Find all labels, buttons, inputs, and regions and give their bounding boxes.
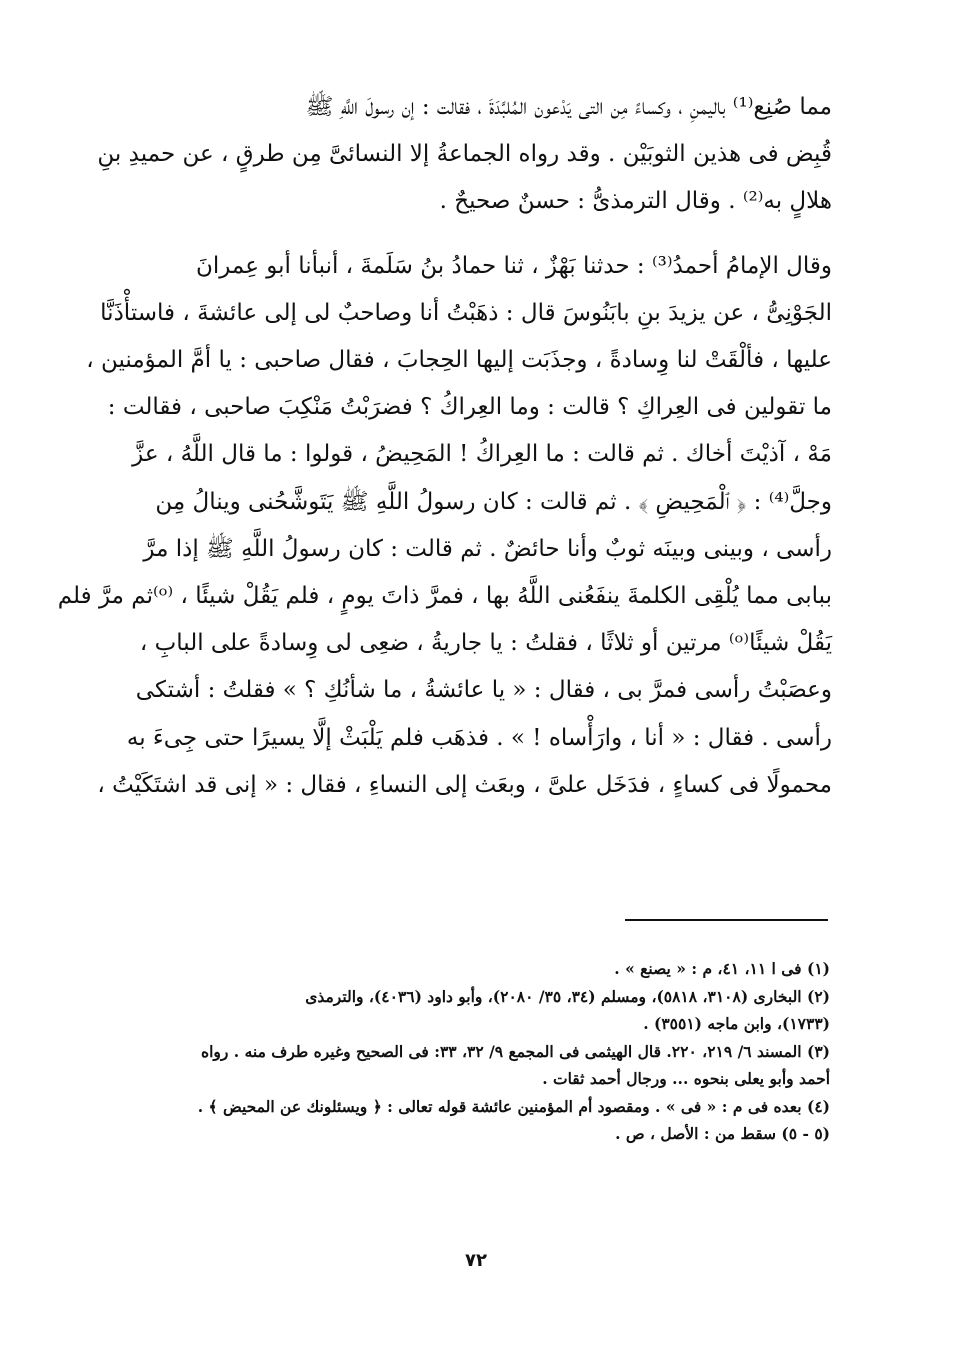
- footnote-2-continued: (١٧٣٣)، وابن ماجه (٣٥٥١) .: [643, 1014, 830, 1033]
- text-line: هلالٍ به⁽²⁾ . وقال الترمذىُّ : حسنٌ صحيحٌ .: [439, 188, 832, 215]
- text-line: ببابى مما يُلْقِى الكلمةَ ينفَعُنى اللَّهُ بها ، فمرَّ ذاتَ يومٍ ، فلم يَقُلْ شيئًا ، ⁽ᵒ⁾ثم مرَّ فلم: [57, 583, 832, 610]
- text-line: مَهْ ، آذيْتَ أخاك . ثم قالت : ما العِراكُ ! المَحِيضُ ، قولوا : ما قال اللَّهُ ، عزَّ: [132, 441, 832, 468]
- footnote-3-continued: أحمد وأبو يعلى بنحوه ... ورجال أحمد ثقات .: [542, 1069, 830, 1088]
- text-line: رأسى . فقال : « أنا ، وارَأْساه ! » . فذهَب فلم يَلْبَثْ إلَّا يسيرًا حتى جِىءَ به: [126, 724, 832, 751]
- text-line: وجلَّ⁽⁴⁾ : ﴿ ٱلْمَحِيضِ ﴾ . ثم قالت : كان رسولُ اللَّهِ ﷺ يَتَوشَّحُنى وينالُ مِن: [155, 488, 832, 515]
- text-line: وقال الإمامُ أحمدُ⁽³⁾ : حدثنا بَهْزٌ ، ثنا حمادُ بنُ سَلَمةَ ، أنبأنا أبو عِمرانَ: [195, 252, 832, 279]
- text-line: رأسى ، وبينى وبينَه ثوبٌ وأنا حائضٌ . ثم قالت : كان رسولُ اللَّهِ ﷺ إذا مرَّ: [143, 535, 832, 562]
- text-line: يَقُلْ شيئًا⁽ᵒ⁾ مرتين أو ثلاثًا ، فقلتُ : يا جاريةُ ، ضعِى لى وِسادةً على البابِ ،: [139, 630, 832, 657]
- text-line: قُبِض فى هذين الثوبَيْن . وقد رواه الجماعةُ إلا النسائىَّ مِن طرقٍ ، عن حميدِ بنِ: [97, 141, 832, 168]
- page-number: ٧٢: [465, 1250, 487, 1271]
- text-line: وعصَبْتُ رأسى فمرَّ بى ، فقال : « يا عائشةُ ، ما شأنُكِ ؟ » فقلتُ : أشتكى: [135, 677, 832, 704]
- text-line: محمولًا فى كساءٍ ، فدَخَل علىَّ ، وبعَث إلى النساءِ ، فقال : « إنى قد اشتَكَيْتُ ،: [97, 771, 832, 798]
- paragraph-1: [97, 84, 832, 226]
- text-line: الجَوْنِىُّ ، عن يزيدَ بنِ بابَنُوسَ قال : ذهَبْتُ أنا وصاحبٌ لى إلى عائشةَ ، فاستأْذَنَّا: [100, 299, 832, 326]
- footnote-3: (٣) المسند ٦/ ٢١٩، ٢٢٠. قال الهيثمى فى المجمع ٩/ ٣٢، ٣٣: فى الصحيح وغيره طرف منه . رواه: [201, 1041, 830, 1061]
- footnote-1: (١) فى ا ١١، ٤١، م : « يصنع » .: [614, 959, 830, 978]
- text-line: مما صُنِع⁽¹⁾ باليمنِ ، وكساءً مِن التى يَدْعون المُلبَّدَةَ ، فقالت : إن رسولَ اللَّهِ ﷺ: [305, 94, 832, 120]
- main-text-block: [57, 84, 832, 809]
- text-line: ما تقولين فى العِراكِ ؟ قالت : وما العِراكُ ؟ فضرَبْتُ مَنْكِبَ صاحبى ، فقالت :: [107, 394, 832, 421]
- text-line: عليها ، فألْقَتْ لنا وِسادةً ، وجذَبَت إليها الحِجابَ ، فقال صاحبى : يا أمَّ المؤمنين ،: [86, 347, 832, 374]
- paragraph-2: [57, 243, 832, 809]
- footnote-5: (٥ - ٥) سقط من : الأصل ، ص .: [615, 1124, 830, 1143]
- paragraph-gap: [112, 226, 832, 243]
- footnote-4: (٤) بعده فى م : « فى » . ومقصود أم المؤمنين عائشة قوله تعالى : ﴿ ويسئلونك عن المحيض ﴾ .: [197, 1096, 830, 1116]
- footnote-divider: [625, 919, 828, 921]
- footnotes-block: [118, 955, 830, 1148]
- footnote-2: (٢) البخارى (٣١٠٨، ٥٨١٨)، ومسلم (٣٤، ٣٥/ ٢٠٨٠)، وأبو داود (٤٠٣٦)، والترمذى: [305, 986, 830, 1006]
